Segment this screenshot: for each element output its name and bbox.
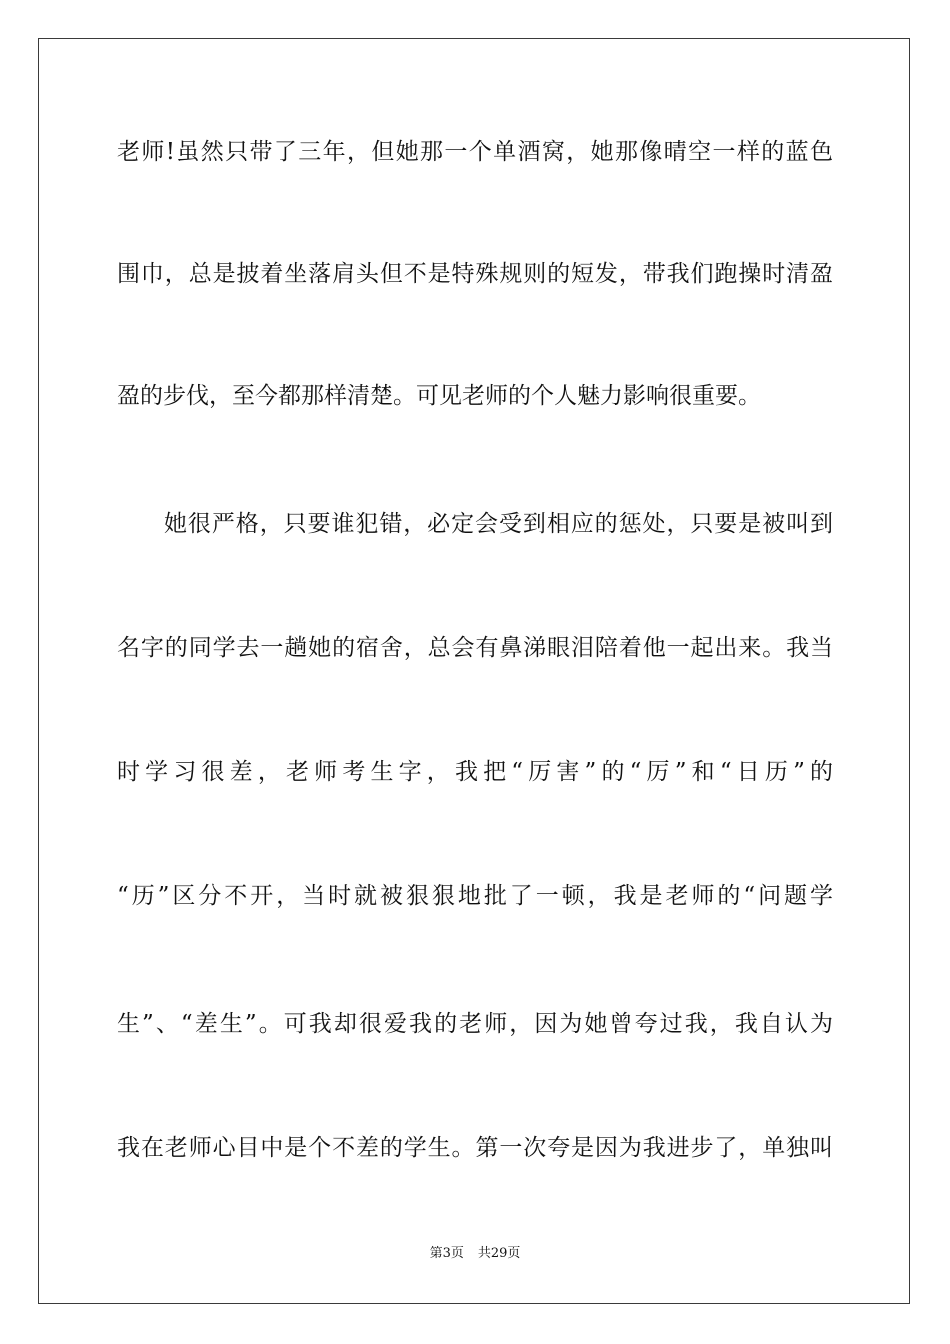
paragraph-line: 名字的同学去一趟她的宿舍，总会有鼻涕眼泪陪着他一起出来。我当	[117, 635, 833, 661]
paragraph-line: 时学习很差，老师考生字，我把“厉害”的“厉”和“日历”的	[117, 759, 833, 785]
page-footer	[0, 1245, 950, 1263]
page-number: 第3页	[429, 1246, 464, 1261]
paragraph-line: 围巾，总是披着坐落肩头但不是特殊规则的短发，带我们跑操时清盈	[117, 261, 833, 287]
paragraph-line: “历”区分不开，当时就被狠狠地批了一顿，我是老师的“问题学	[117, 883, 833, 909]
paragraph-line: 盈的步伐，至今都那样清楚。可见老师的个人魅力影响很重要。	[117, 383, 761, 409]
paragraph-line: 我在老师心目中是个不差的学生。第一次夸是因为我进步了，单独叫	[117, 1135, 833, 1161]
paragraph-line: 生”、“差生”。可我却很爱我的老师，因为她曾夸过我，我自认为	[117, 1011, 833, 1037]
page-border	[38, 38, 910, 1304]
paragraph-line: 她很严格，只要谁犯错，必定会受到相应的惩处，只要是被叫到	[164, 511, 833, 537]
page-total: 共29页	[477, 1246, 521, 1261]
paragraph-line: 老师!虽然只带了三年，但她那一个单酒窝，她那像晴空一样的蓝色	[117, 139, 833, 165]
